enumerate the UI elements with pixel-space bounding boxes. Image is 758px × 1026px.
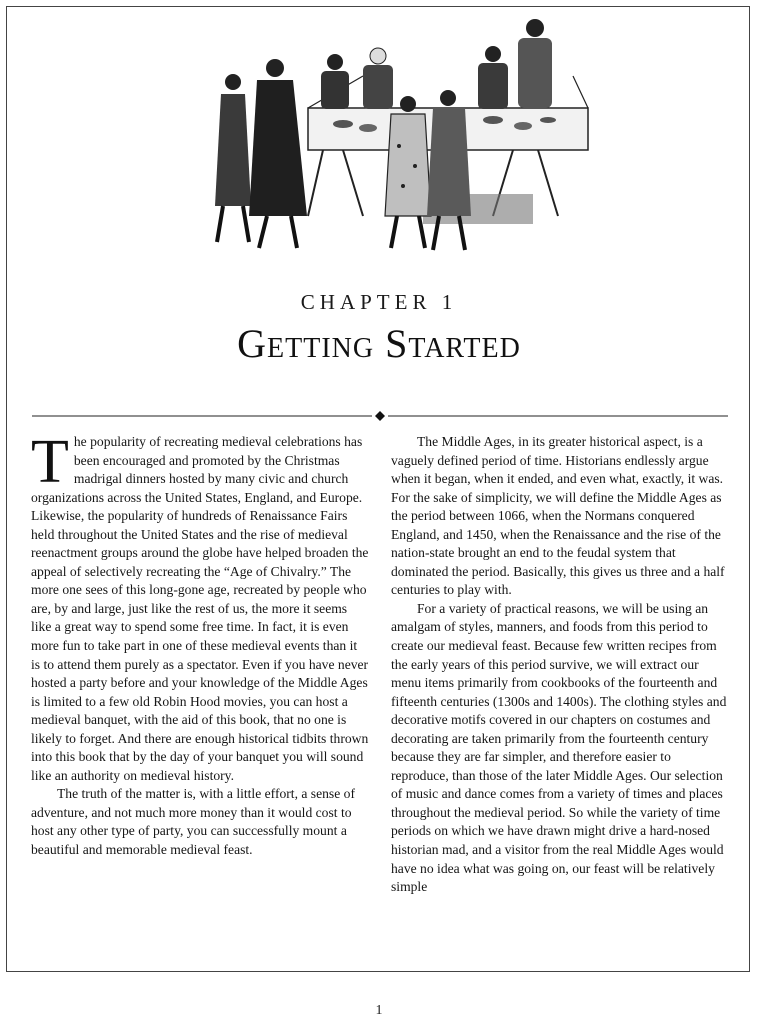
left-paragraph-2: The truth of the matter is, with a little effort, a sense of adventure, and not much more money than it would cost to host any other type of party, you can successfully mount a beautiful and memorable medieval feast. bbox=[31, 786, 355, 858]
right-paragraph-2: For a variety of practical reasons, we will be using an amalgam of styles, manners, and foods from this period to create our medieval feast. Because few written recipes from the early years of this period survive, we will extract our menu items primarily from cookbooks of the fourteenth and fifteenth centuries (1300s and 1400s). The clothing styles and decorative motifs covered in our chapters on costumes and decorating are taken primarily from the fourteenth century because they are far simpler, and therefore easier to reproduce, than those of the later Middle Ages. Our selection of music and dance comes from a variety of times and places throughout the medieval period. So while the variety of time periods on which we have drawn might drive a hard-nosed historian mad, and a visitor from the real Middle Ages would have no idea what was going on, our feast will be relatively simple bbox=[391, 600, 727, 895]
left-column bbox=[31, 428, 369, 860]
drop-cap: T bbox=[31, 428, 69, 496]
chapter-label: CHAPTER 1 bbox=[300, 290, 458, 314]
left-paragraph-1-text: he popularity of recreating medieval celebrations has been encouraged and promoted by the Christmas madrigal dinners hosted by many civic and church organizations across the United States, England, and Europe. Likewise, the popularity of hundreds of Renaissance Fairs held throughout the United States and the rise of medieval reenactment groups around the globe have helped broaden the appeal of selectively recreating the “Age of Chivalry.” The more one sees of this long-gone age, recreated by people who are, by and large, just like the rest of us, the more it seems like a great way to spend some free time. In fact, it is even more fun to take part in one of these medieval events than it is to attend them purely as a spectator. Even if you have never hosted a party before and your knowledge of the Middle Ages is limited to a few old Robin Hood movies, you can host a medieval banquet, with the aid of this book, that no one is likely to forget. And there are enough historical tidbits thrown into this book that by the day of your banquet you will sound like an authority on medieval history. bbox=[31, 434, 369, 783]
left-paragraph-1 bbox=[31, 428, 369, 785]
page-number: 1 bbox=[375, 1003, 383, 1018]
section-divider bbox=[32, 410, 728, 422]
right-column bbox=[391, 433, 729, 897]
medieval-banquet-illustration bbox=[193, 16, 593, 256]
right-paragraph-1: The Middle Ages, in its greater historical aspect, is a vaguely defined period of time. Historians endlessly argue when it began, when it ended, and even what, exactly, it was. For the sake of simplicity, we will define the Middle Ages as the period between 1066, when the Normans conquered England, and 1450, when the Renaissance and the rise of the nation-state brought an end to the feudal system that dominated the period. Basically, this gives us three and a half centuries to play with. bbox=[391, 434, 725, 598]
chapter-title: Getting Started bbox=[237, 321, 521, 366]
